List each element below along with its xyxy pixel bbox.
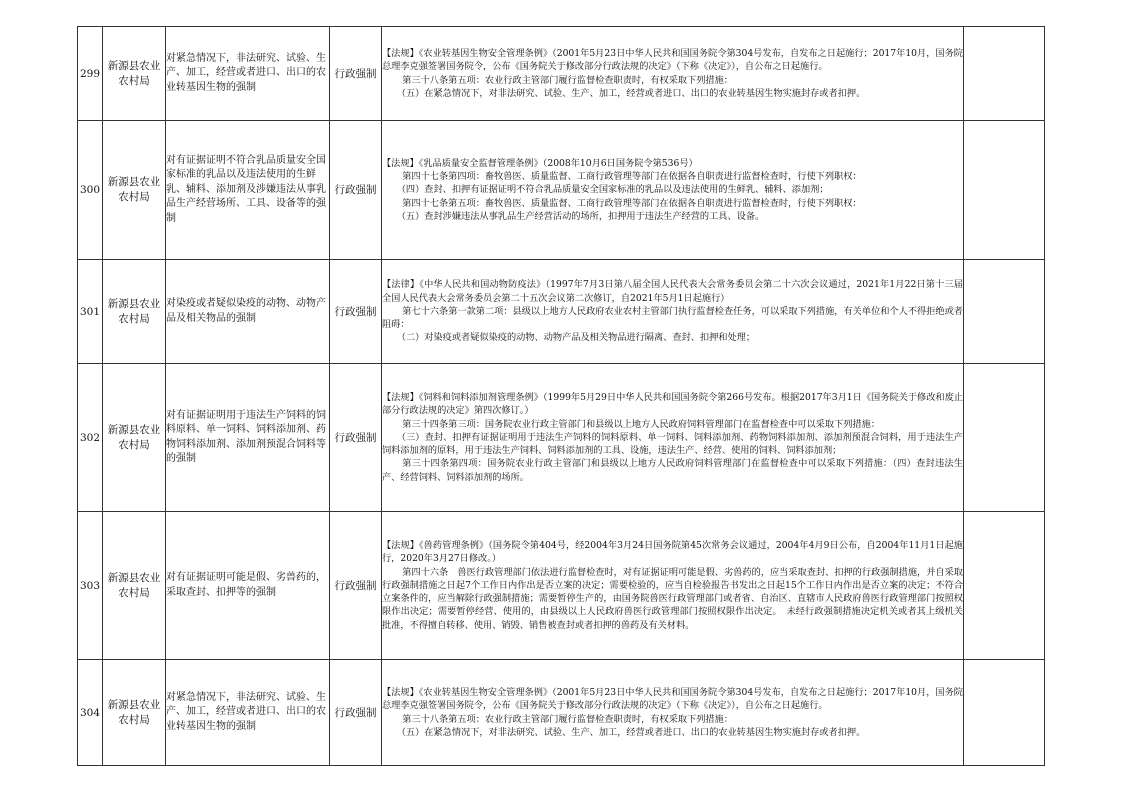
table-row: [78, 121, 1045, 260]
basis-paragraph: 【法规】《饲料和饲料添加剂管理条例》（1999年5月29日中华人民共和国国务院令第266号发布。根据2017年3月1日《国务院关于修改和废止部分行政法规的决定》第四次修订。）: [382, 392, 963, 417]
basis-paragraph: 第七十六条第一款第二项：县级以上地方人民政府农业农村主管部门执行监督检查任务，可以采取下列措施，有关单位和个人不得拒绝或者阻碍：: [382, 305, 963, 331]
row-number: 302: [78, 364, 103, 512]
legal-basis: [382, 121, 964, 260]
basis-paragraph: 【法规】《兽药管理条例》（国务院令第404号，经2004年3月24日国务院第45次常务会议通过，2004年4月9日公布，自2004年11月1日起施行，2020年3月27日修改。）: [382, 540, 963, 565]
basis-paragraph: 【法规】《农业转基因生物安全管理条例》（2001年5月23日中华人民共和国国务院令第304号发布，自发布之日起施行；2017年10月，国务院总理李克强签署国务院令，公布《国务院关于修改部分行政法规的决定》（下称《决定》），自公布之日起施行。: [382, 48, 963, 73]
basis-paragraph: （五）在紧急情况下，对非法研究、试验、生产、加工，经营或者进口、出口的农业转基因生物实施封存或者扣押。: [396, 87, 866, 99]
row-number: 300: [78, 121, 103, 260]
basis-paragraph: 【法律】《中华人民共和国动物防疫法》（1997年7月3日第八届全国人民代表大会常务委员会第二十六次会议通过，2021年1月22日第十三届全国人民代表大会常务委员会第二十五次会议第二次修订，自2021年5月1日起施行）: [382, 279, 963, 304]
enforcement-item: 对有证据证明可能是假、劣兽药的，采取查封、扣押等的强制: [166, 512, 330, 660]
enforcement-table: [77, 26, 1045, 766]
row-number: 299: [78, 27, 103, 121]
basis-paragraph: 第三十四条第三项：国务院农业行政主管部门和县级以上地方人民政府饲料管理部门在监督检查中可以采取下列措施：: [402, 418, 880, 430]
row-number: 303: [78, 512, 103, 660]
basis-paragraph: 第四十六条 兽医行政管理部门依法进行监督检查时，对有证据证明可能是假、劣兽药的，应当采取查封、扣押的行政强制措施，并自采取行政强制措施之日起7个工作日内作出是否立案的决定；需要检验的，应当自检验报告书发出之日起15个工作日内作出是否立案的决定；不符合立案条件的，应当解除行政强制措施；需要暂停生产的，由国务院兽医行政管理部门或者省、自治区、直辖市人民政府兽医行政管理部门按照权限作出决定；需要暂停经营、使用的，由县级以上人民政府兽医行政管理部门按照权限作出决定。 未经行政强制措施决定机关或者其上级机关批准，不得擅自转移、使用、销毁、销售被查封或者扣押的兽药及有关材料。: [382, 566, 963, 631]
enforcement-type: 行政强制: [330, 121, 382, 260]
department: 新源县农业农村局: [103, 364, 166, 512]
basis-paragraph: 第三十四条第四项：国务院农业行政主管部门和县级以上地方人民政府饲料管理部门在监督检查中可以采取下列措施：（四）查封违法生产、经营饲料、饲料添加剂的场所。: [382, 458, 963, 483]
enforcement-item: 对紧急情况下，非法研究、试验、生产、加工，经营或者进口、出口的农业转基因生物的强制: [166, 27, 330, 121]
remarks-cell: [964, 260, 1045, 364]
basis-paragraph: 第四十七条第四项：畜牧兽医、质量监督、工商行政管理等部门在依据各自职责进行监督检查时，行使下列职权：: [402, 171, 862, 183]
table-row: [78, 260, 1045, 364]
table-row: [78, 660, 1045, 766]
enforcement-type: 行政强制: [330, 512, 382, 660]
table-row: [78, 512, 1045, 660]
basis-paragraph: （五）在紧急情况下，对非法研究、试验、生产、加工，经营或者进口、出口的农业转基因生物实施封存或者扣押。: [396, 726, 866, 738]
basis-paragraph: 第四十七条第五项：畜牧兽医、质量监督、工商行政管理等部门在依据各自职责进行监督检查时，行使下列职权：: [402, 197, 862, 209]
basis-paragraph: （五）查封涉嫌违法从事乳品生产经营活动的场所，扣押用于违法生产经营的工具、设备。: [396, 210, 765, 222]
basis-paragraph: 【法规】《乳品质量安全监督管理条例》（2008年10月6日国务院令第536号）: [382, 157, 698, 169]
remarks-cell: [964, 660, 1045, 766]
basis-paragraph: （三）查封、扣押有证据证明用于违法生产饲料的饲料原料、单一饲料、饲料添加剂、药物饲料添加剂、添加剂预混合饲料，用于违法生产饲料添加剂的原料，用于违法生产饲料、饲料添加剂的工具、设施，违法生产、经营、使用的饲料、饲料添加剂；: [382, 431, 963, 457]
legal-basis: [382, 660, 964, 766]
department: 新源县农业农村局: [103, 121, 166, 260]
enforcement-type: 行政强制: [330, 660, 382, 766]
basis-paragraph: （二）对染疫或者疑似染疫的动物、动物产品及相关物品进行隔离、查封、扣押和处理；: [396, 332, 756, 344]
enforcement-item: 对紧急情况下，非法研究、试验、生产、加工，经营或者进口、出口的农业转基因生物的强制: [166, 660, 330, 766]
basis-paragraph: 第三十八条第五项：农业行政主管部门履行监督检查职责时，有权采取下列措施：: [402, 713, 733, 725]
enforcement-type: 行政强制: [330, 364, 382, 512]
remarks-cell: [964, 512, 1045, 660]
table-row: [78, 364, 1045, 512]
remarks-cell: [964, 121, 1045, 260]
enforcement-item: 对有证据证明不符合乳品质量安全国家标准的乳品以及违法使用的生鲜乳、辅料、添加剂及涉嫌违法从事乳品生产经营场所、工具、设备等的强制: [166, 121, 330, 260]
enforcement-type: 行政强制: [330, 260, 382, 364]
row-number: 301: [78, 260, 103, 364]
basis-paragraph: （四）查封、扣押有证据证明不符合乳品质量安全国家标准的乳品以及违法使用的生鲜乳、辅料、添加剂；: [396, 184, 829, 196]
basis-paragraph: 第三十八条第五项：农业行政主管部门履行监督检查职责时，有权采取下列措施：: [402, 74, 733, 86]
department: 新源县农业农村局: [103, 260, 166, 364]
remarks-cell: [964, 364, 1045, 512]
remarks-cell: [964, 27, 1045, 121]
legal-basis: [382, 27, 964, 121]
legal-basis: [382, 512, 964, 660]
row-number: 304: [78, 660, 103, 766]
enforcement-type: 行政强制: [330, 27, 382, 121]
legal-basis: [382, 364, 964, 512]
table-row: [78, 27, 1045, 121]
enforcement-item: 对染疫或者疑似染疫的动物、动物产品及相关物品的强制: [166, 260, 330, 364]
department: 新源县农业农村局: [103, 27, 166, 121]
department: 新源县农业农村局: [103, 512, 166, 660]
enforcement-item: 对有证据证明用于违法生产饲料的饲料原料、单一饲料、饲料添加剂、药物饲料添加剂、添加剂预混合饲料等的强制: [166, 364, 330, 512]
department: 新源县农业农村局: [103, 660, 166, 766]
legal-basis: [382, 260, 964, 364]
basis-paragraph: 【法规】《农业转基因生物安全管理条例》（2001年5月23日中华人民共和国国务院令第304号发布，自发布之日起施行；2017年10月，国务院总理李克强签署国务院令，公布《国务院关于修改部分行政法规的决定》（下称《决定》），自公布之日起施行。: [382, 687, 963, 712]
